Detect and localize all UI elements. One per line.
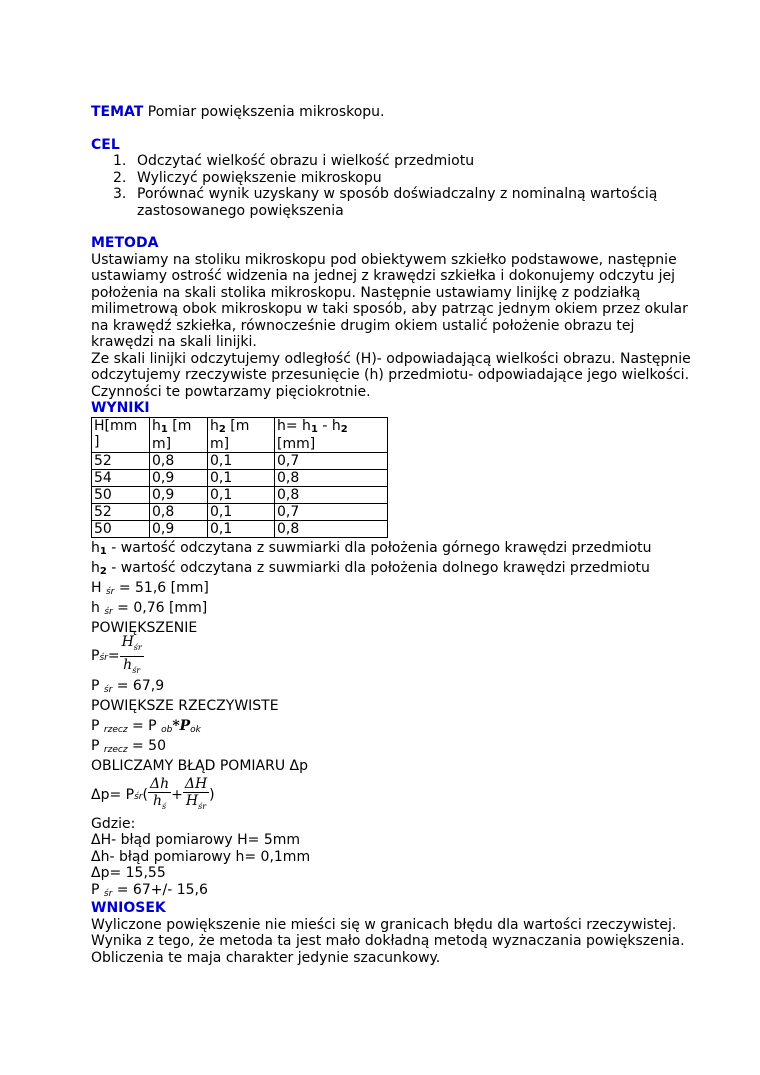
table-cell: 0,1: [208, 503, 275, 520]
table-cell: 0,8: [150, 503, 208, 520]
cel-heading: CEL: [91, 136, 120, 153]
gdzie: Gdzie:: [91, 815, 136, 832]
def-h2: h2 - wartość odczytana z suwmiarki dla położenia dolnego krawędzi przedmiotu: [91, 559, 650, 577]
temat-line: [91, 104, 691, 121]
table-row: [92, 486, 388, 503]
table-cell: 0,8: [275, 486, 388, 503]
list-text: Porównać wynik uzyskany w sposób doświadczalny z nominalną wartością zastosowanego powiększenia: [137, 186, 658, 219]
fraction: $\frac{H_{śr}}{h_{śr}}$: [121, 634, 142, 675]
table-cell: 50: [92, 486, 150, 503]
header-H: H[mm ]: [92, 417, 150, 452]
fraction: $\frac{\Delta H}{H_{śr}}$: [184, 776, 208, 811]
result-przecz: P rzecz = 50: [91, 737, 166, 755]
table-cell: 0,7: [275, 503, 388, 520]
header-h1: h1 [m m]: [150, 417, 208, 452]
powiekszenie-heading: POWIĘKSZENIE: [91, 619, 198, 636]
table-cell: 0,9: [150, 469, 208, 486]
list-text: Odczytać wielkość obrazu i wielkość przedmiotu: [137, 153, 475, 169]
table-header-row: [92, 417, 388, 452]
table-cell: 0,1: [208, 469, 275, 486]
header-h: h= h1 - h2 [mm]: [275, 417, 388, 452]
table-cell: 50: [92, 520, 150, 537]
table-row: [92, 503, 388, 520]
formula-dp: Δp= P śr ( $\frac{\Delta h}{h_ś}$ + $\frac{\Delta H}{H_{śr}}$ ): [91, 776, 691, 816]
list-number: 1.: [113, 153, 127, 169]
table-cell: 0,1: [208, 486, 275, 503]
result-psr: P śr = 67,9: [91, 677, 165, 695]
table-cell: 0,1: [208, 520, 275, 537]
list-item: [91, 170, 691, 187]
err-h: Δh- błąd pomiarowy h= 0,1mm: [91, 848, 311, 865]
table-cell: 52: [92, 452, 150, 469]
formula-przecz: P rzecz = P ob*Pok: [91, 717, 201, 735]
def-h1: h1 - wartość odczytana z suwmiarki dla położenia górnego krawędzi przedmiotu: [91, 539, 652, 557]
table-cell: 0,9: [150, 486, 208, 503]
table-row: [92, 520, 388, 537]
table-cell: 0,7: [275, 452, 388, 469]
wniosek-text: Wyliczone powiększenie nie mieści się w granicach błędu dla wartości rzeczywistej. Wynika z tego, że metoda ta jest mało dokładną metodą wyznaczania powiększenia. Obliczenia te maja charakter jedynie szacunkowy.: [91, 916, 685, 966]
metoda-paragraph-1: Ustawiamy na stoliku mikroskopu pod obiektywem szkiełko podstawowe, następnie ustawiamy ostrość widzenia na jednej z krawędzi szkiełka i dokonujemy odczytu jej położenia na skali stolika mikroskopu. Następnie ustawiamy linijkę z podziałką milimetrową obok mikroskopu w taki sposób, aby patrząc jednym okiem przez okular na krawędź szkiełka, równocześnie drugim okiem ustalić położenie obrazu tej krawędzi na skali linijki.: [91, 251, 688, 350]
table-cell: 54: [92, 469, 150, 486]
table-cell: 0,9: [150, 520, 208, 537]
results-table: [91, 417, 388, 538]
rzeczywiste-heading: POWIĘKSZE RZECZYWISTE: [91, 697, 279, 714]
list-number: 2.: [113, 169, 127, 186]
wniosek-heading: WNIOSEK: [91, 900, 166, 916]
table-cell: 52: [92, 503, 150, 520]
table-cell: 0,1: [208, 452, 275, 469]
table-row: [92, 469, 388, 486]
header-h2: h2 [m m]: [208, 417, 275, 452]
metoda-heading: METODA: [91, 235, 159, 251]
table-row: [92, 452, 388, 469]
table-cell: 0,8: [275, 520, 388, 537]
psr-final: P śr = 67+/- 15,6: [91, 881, 208, 899]
table-cell: 0,8: [275, 469, 388, 486]
list-number: 3.: [113, 186, 127, 202]
temat-text: Pomiar powiększenia mikroskopu.: [143, 104, 385, 120]
err-H: ΔH- błąd pomiarowy H= 5mm: [91, 832, 301, 848]
list-item: [91, 153, 691, 170]
table-cell: 0,8: [150, 452, 208, 469]
fraction: $\frac{\Delta h}{h_ś}$: [149, 776, 170, 811]
list-item: [91, 186, 691, 219]
blad-heading: OBLICZAMY BŁĄD POMIARU Δp: [91, 757, 308, 774]
wyniki-heading: WYNIKI: [91, 400, 150, 416]
document-page: [91, 104, 691, 966]
value-hsr: h śr = 0,76 [mm]: [91, 599, 208, 617]
list-text: Wyliczyć powiększenie mikroskopu: [137, 169, 382, 186]
dp-value: Δp= 15,55: [91, 865, 166, 881]
metoda-paragraph-2: Ze skali linijki odczytujemy odległość (H)- odpowiadającą wielkości obrazu. Następnie odczytujemy rzeczywiste przesunięcie (h) przedmiotu- odpowiadające jego wielkości. Czynności te powtarzamy pięciokrotnie.: [91, 350, 691, 400]
value-Hsr: H śr = 51,6 [mm]: [91, 579, 209, 597]
temat-heading: TEMAT: [91, 104, 144, 120]
formula-psr: P śr = $\frac{H_{śr}}{h_{śr}}$: [91, 638, 691, 676]
cel-list: [91, 153, 691, 219]
